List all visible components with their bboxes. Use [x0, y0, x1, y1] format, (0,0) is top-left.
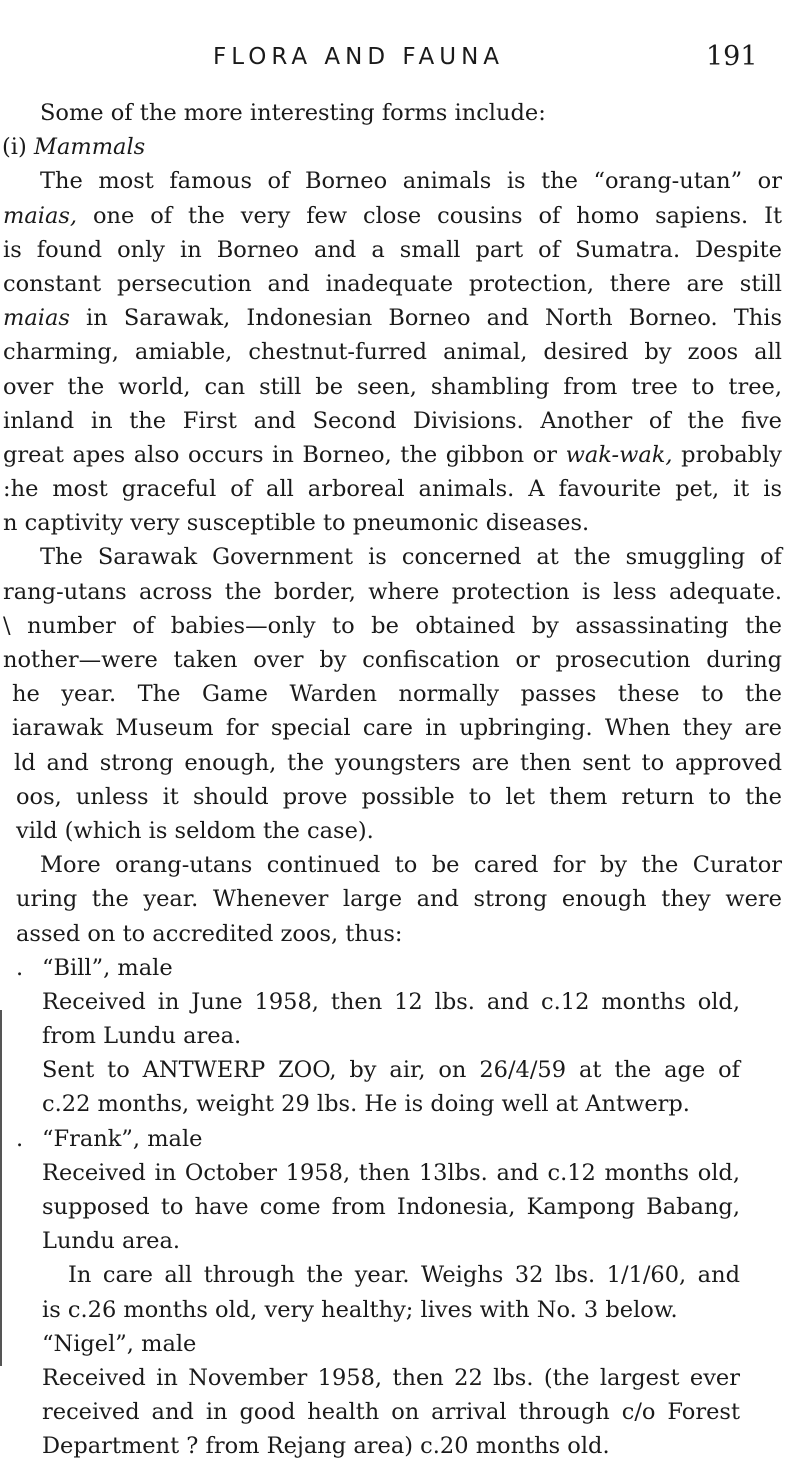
animal-line: In care all through the year. Weighs 32 lbs. 1/1/60, and [68, 1262, 740, 1289]
p1-line-6: charming, amiable, chestnut-furred animal, desired by zoos all [3, 339, 782, 366]
animal-line: Lundu area. [42, 1228, 181, 1255]
p1-line-4: constant persecution and inadequate protection, there are still [3, 270, 782, 297]
animal-line: supposed to have come from Indonesia, Kampong Babang, [42, 1194, 740, 1220]
p2-line-8: oos, unless it should prove possible to let them return to the [16, 783, 782, 810]
p1-line-8: inland in the First and Second Divisions. Another of the five [3, 407, 782, 434]
p1-line-10: :he most graceful of all arboreal animals. A favourite pet, it is [3, 476, 782, 503]
p2-line-9: vild (which is seldom the case). [16, 817, 374, 844]
animal-line: received and in good health on arrival through c/o Forest [42, 1399, 740, 1426]
page-number: 191 [706, 41, 758, 72]
p2-line-1: The Sarawak Government is concerned at the smuggling of [40, 544, 782, 571]
running-header [0, 41, 800, 84]
intro-line [0, 96, 800, 130]
animal-line: Department ? from Rejang area) c.20 months old. [42, 1433, 610, 1460]
paragraph-3 [0, 848, 800, 951]
p2-line-7: ld and strong enough, the youngsters are then sent to approved [14, 749, 782, 776]
animal-entry [0, 1122, 800, 1327]
p2-line-2: rang-utans across the border, where protection is less adequate. [3, 578, 782, 605]
animal-line: Sent to ANTWERP ZOO, by air, on 26/4/59 at the age of [42, 1057, 740, 1084]
section-title: Mammals [33, 134, 146, 161]
animal-entry [0, 1327, 800, 1464]
animal-name: “Frank”, male [42, 1125, 203, 1152]
p1-line-7: over the world, can still be seen, shambling from tree to tree, [3, 373, 782, 400]
animal-heading [0, 1122, 740, 1156]
animal-line: is c.26 months old, very healthy; lives with No. 3 below. [42, 1296, 678, 1323]
animal-heading [0, 951, 740, 985]
paragraph-1 [0, 164, 800, 540]
page-body [0, 96, 800, 1464]
animal-line: from Lundu area. [42, 1023, 242, 1050]
p1-line-11: n captivity very susceptible to pneumonic diseases. [3, 510, 590, 537]
p1-line-9: great apes also occurs in Borneo, the gibbon or wak-wak, probably [3, 441, 782, 468]
p3-line-2: uring the year. Whenever large and strong enough they were [16, 886, 782, 913]
animal-heading [0, 1327, 740, 1361]
animal-name: “Nigel”, male [42, 1330, 197, 1357]
p3-line-1: More orang-utans continued to be cared for by the Curator [40, 852, 782, 879]
paragraph-2 [0, 540, 800, 848]
section-number: (i) [2, 134, 27, 161]
animal-line: Received in June 1958, then 12 lbs. and c.12 months old, [42, 988, 740, 1015]
p2-line-4: nother—were taken over by confiscation or prosecution during [3, 647, 782, 673]
p1-line-1: The most famous of Borneo animals is the “orang-utan” or [40, 168, 782, 195]
p2-line-5: he year. The Game Warden normally passes these to the [12, 681, 782, 708]
animal-line: c.22 months, weight 29 lbs. He is doing well at Antwerp. [42, 1091, 690, 1118]
section-heading [0, 130, 800, 164]
running-title: FLORA AND FAUNA [213, 44, 505, 70]
p1-line-2: maias, one of the very few close cousins of homo sapiens. It [3, 202, 782, 229]
p2-line-3: \ number of babies—only to be obtained by assassinating the [3, 612, 782, 639]
animal-line: Received in November 1958, then 22 lbs. (the largest ever [42, 1364, 740, 1391]
p1-line-3: is found only in Borneo and a small part of Sumatra. Despite [3, 236, 782, 263]
animal-entry [0, 951, 800, 1122]
animal-line: Received in October 1958, then 13lbs. and c.12 months old, [42, 1159, 740, 1186]
p2-line-6: iarawak Museum for special care in upbringing. When they are [12, 715, 782, 742]
list-marker: . [16, 954, 24, 981]
list-marker: . [16, 1125, 24, 1152]
p3-line-3: assed on to accredited zoos, thus: [16, 920, 403, 947]
p1-line-5: maias in Sarawak, Indonesian Borneo and North Borneo. This [3, 305, 782, 332]
intro-text: Some of the more interesting forms include: [40, 100, 546, 126]
animal-name: “Bill”, male [42, 954, 173, 981]
